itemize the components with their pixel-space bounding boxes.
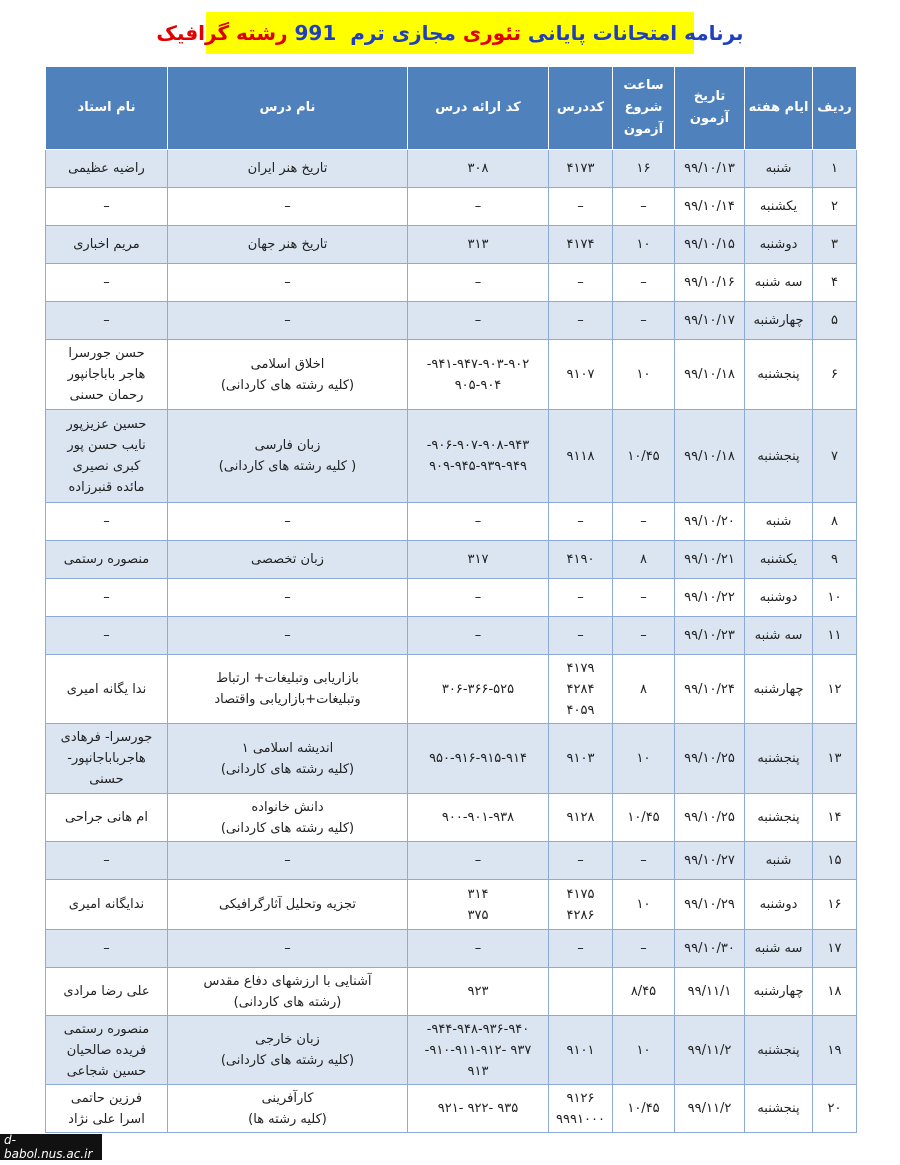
cell-offer-code: ۳۱۷ [408, 541, 549, 579]
cell-course-code: ۴۱۷۳ [549, 150, 613, 188]
cell-course-code: – [549, 579, 613, 617]
cell-row-number: ۱۵ [813, 842, 857, 880]
table-row [46, 340, 857, 410]
header-exam-date: تاریخ آزمون [675, 67, 745, 150]
cell-row-number: ۱۸ [813, 968, 857, 1016]
cell-start-time: ۱۰ [613, 226, 675, 264]
table-row [46, 188, 857, 226]
cell-start-time: ۱۶ [613, 150, 675, 188]
cell-start-time: ۱۰/۴۵ [613, 410, 675, 503]
cell-start-time: ۱۰/۴۵ [613, 1085, 675, 1133]
cell-row-number: ۸ [813, 503, 857, 541]
cell-weekday: پنجشنبه [745, 410, 813, 503]
cell-start-time: – [613, 930, 675, 968]
cell-start-time: ۱۰/۴۵ [613, 794, 675, 842]
table-row [46, 579, 857, 617]
cell-row-number: ۱۰ [813, 579, 857, 617]
page-title [156, 12, 744, 54]
cell-start-time: ۱۰ [613, 724, 675, 794]
cell-start-time: – [613, 579, 675, 617]
cell-weekday: پنجشنبه [745, 1016, 813, 1085]
cell-course-name: – [168, 302, 408, 340]
cell-row-number: ۱۱ [813, 617, 857, 655]
cell-weekday: سه شنبه [745, 930, 813, 968]
cell-offer-code: ۳۰۶-۳۶۶-۵۲۵ [408, 655, 549, 724]
cell-row-number: ۱۹ [813, 1016, 857, 1085]
table-row [46, 1016, 857, 1085]
table-row [46, 842, 857, 880]
table-row [46, 724, 857, 794]
cell-weekday: شنبه [745, 150, 813, 188]
cell-row-number: ۱۲ [813, 655, 857, 724]
cell-weekday: شنبه [745, 842, 813, 880]
cell-course-name: اندیشه اسلامی ۱ (کلیه رشته های کاردانی) [168, 724, 408, 794]
table-row [46, 302, 857, 340]
table-row [46, 150, 857, 188]
title-part4: 991 [294, 21, 337, 45]
title-part5: رشته گرافیک [156, 21, 288, 45]
cell-weekday: چهارشنبه [745, 302, 813, 340]
title-part2: تئوری [462, 21, 521, 45]
title-part3: مجازی ترم [350, 21, 456, 45]
cell-exam-date: ۹۹/۱۰/۲۰ [675, 503, 745, 541]
cell-exam-date: ۹۹/۱۱/۲ [675, 1016, 745, 1085]
cell-offer-code: ۹۵۰-۹۱۶-۹۱۵-۹۱۴ [408, 724, 549, 794]
cell-course-code: ۹۱۲۶ ۹۹۹۱۰۰۰ [549, 1085, 613, 1133]
cell-row-number: ۱۴ [813, 794, 857, 842]
cell-instructor: علی رضا مرادی [46, 968, 168, 1016]
cell-weekday: سه شنبه [745, 264, 813, 302]
table-row [46, 410, 857, 503]
header-start-time: ساعت شروع آزمون [613, 67, 675, 150]
cell-course-code: ۹۱۰۳ [549, 724, 613, 794]
cell-row-number: ۱ [813, 150, 857, 188]
cell-course-name: تاریخ هنر ایران [168, 150, 408, 188]
cell-row-number: ۱۶ [813, 880, 857, 930]
cell-weekday: یکشنبه [745, 188, 813, 226]
cell-instructor: فرزین حاتمی اسرا علی نژاد [46, 1085, 168, 1133]
cell-course-code: ۴۱۹۰ [549, 541, 613, 579]
cell-course-name: – [168, 503, 408, 541]
header-course-code: کددرس [549, 67, 613, 150]
cell-course-name: – [168, 617, 408, 655]
cell-weekday: سه شنبه [745, 617, 813, 655]
cell-course-code: ۹۱۰۷ [549, 340, 613, 410]
cell-course-code: ۴۱۷۴ [549, 226, 613, 264]
cell-offer-code: ۹۲۳ [408, 968, 549, 1016]
cell-start-time: ۸/۴۵ [613, 968, 675, 1016]
cell-course-code: – [549, 842, 613, 880]
cell-row-number: ۷ [813, 410, 857, 503]
cell-exam-date: ۹۹/۱۰/۲۴ [675, 655, 745, 724]
cell-weekday: پنجشنبه [745, 1085, 813, 1133]
table-row [46, 503, 857, 541]
cell-weekday: دوشنبه [745, 226, 813, 264]
cell-course-name: کارآفرینی (کلیه رشته ها) [168, 1085, 408, 1133]
table-row [46, 264, 857, 302]
table-row [46, 794, 857, 842]
cell-instructor: ام هانی جراحی [46, 794, 168, 842]
cell-instructor: – [46, 264, 168, 302]
cell-exam-date: ۹۹/۱۰/۲۱ [675, 541, 745, 579]
cell-row-number: ۱۳ [813, 724, 857, 794]
site-url: d-babol.nus.ac.ir [0, 1134, 102, 1160]
cell-exam-date: ۹۹/۱۰/۲۵ [675, 724, 745, 794]
cell-instructor: – [46, 302, 168, 340]
cell-offer-code: ۹۳۵ -۹۲۲ -۹۲۱ [408, 1085, 549, 1133]
cell-offer-code: – [408, 579, 549, 617]
cell-course-name: زبان فارسی ( کلیه رشته های کاردانی) [168, 410, 408, 503]
cell-offer-code: – [408, 617, 549, 655]
cell-instructor: – [46, 930, 168, 968]
cell-instructor: منصوره رستمی [46, 541, 168, 579]
cell-exam-date: ۹۹/۱۰/۱۸ [675, 410, 745, 503]
cell-weekday: دوشنبه [745, 579, 813, 617]
cell-exam-date: ۹۹/۱۰/۱۳ [675, 150, 745, 188]
cell-course-code: ۹۱۱۸ [549, 410, 613, 503]
cell-course-code: – [549, 264, 613, 302]
cell-offer-code: ۳۱۴ ۳۷۵ [408, 880, 549, 930]
title-part1: برنامه امتحانات پایانی [527, 21, 744, 45]
cell-course-code: – [549, 302, 613, 340]
cell-course-code: ۴۱۷۹ ۴۲۸۴ ۴۰۵۹ [549, 655, 613, 724]
cell-row-number: ۲۰ [813, 1085, 857, 1133]
cell-instructor: مریم اخباری [46, 226, 168, 264]
cell-row-number: ۵ [813, 302, 857, 340]
cell-course-name: – [168, 579, 408, 617]
cell-weekday: شنبه [745, 503, 813, 541]
cell-offer-code: ۹۰۶-۹۰۷-۹۰۸-۹۴۳- ۹۰۹-۹۴۵-۹۳۹-۹۴۹ [408, 410, 549, 503]
cell-offer-code: ۹۴۱-۹۴۷-۹۰۳-۹۰۲- ۹۰۵-۹۰۴ [408, 340, 549, 410]
cell-instructor: – [46, 842, 168, 880]
cell-start-time: ۱۰ [613, 340, 675, 410]
cell-start-time: ۱۰ [613, 880, 675, 930]
cell-weekday: پنجشنبه [745, 724, 813, 794]
cell-exam-date: ۹۹/۱۰/۲۷ [675, 842, 745, 880]
cell-course-code: – [549, 188, 613, 226]
table-row [46, 541, 857, 579]
cell-course-name: زبان تخصصی [168, 541, 408, 579]
cell-exam-date: ۹۹/۱۱/۱ [675, 968, 745, 1016]
cell-weekday: چهارشنبه [745, 655, 813, 724]
cell-course-name: آشنایی با ارزشهای دفاع مقدس (رشته های کاردانی) [168, 968, 408, 1016]
cell-course-name: دانش خانواده (کلیه رشته های کاردانی) [168, 794, 408, 842]
cell-start-time: ۱۰ [613, 1016, 675, 1085]
cell-offer-code: ۳۱۳ [408, 226, 549, 264]
header-weekday: ایام هفته [745, 67, 813, 150]
cell-instructor: ندا یگانه امیری [46, 655, 168, 724]
header-offer-code: کد ارائه درس [408, 67, 549, 150]
table-row [46, 655, 857, 724]
cell-exam-date: ۹۹/۱۰/۱۵ [675, 226, 745, 264]
cell-start-time: ۸ [613, 655, 675, 724]
cell-instructor: راضیه عظیمی [46, 150, 168, 188]
cell-course-code: – [549, 503, 613, 541]
cell-exam-date: ۹۹/۱۰/۱۶ [675, 264, 745, 302]
cell-offer-code: ۹۰۰-۹۰۱-۹۳۸ [408, 794, 549, 842]
cell-course-name: – [168, 930, 408, 968]
table-row [46, 1085, 857, 1133]
cell-instructor: – [46, 188, 168, 226]
cell-instructor: جورسرا- فرهادی هاجرباباجانپور- حسنی [46, 724, 168, 794]
cell-start-time: ۸ [613, 541, 675, 579]
cell-exam-date: ۹۹/۱۰/۱۷ [675, 302, 745, 340]
cell-start-time: – [613, 503, 675, 541]
cell-exam-date: ۹۹/۱۰/۱۴ [675, 188, 745, 226]
cell-start-time: – [613, 617, 675, 655]
cell-exam-date: ۹۹/۱۰/۲۳ [675, 617, 745, 655]
cell-course-name: تجزیه وتحلیل آثارگرافیکی [168, 880, 408, 930]
cell-weekday: دوشنبه [745, 880, 813, 930]
header-course-name: نام درس [168, 67, 408, 150]
cell-offer-code: – [408, 302, 549, 340]
cell-exam-date: ۹۹/۱۰/۳۰ [675, 930, 745, 968]
cell-row-number: ۹ [813, 541, 857, 579]
cell-offer-code: – [408, 188, 549, 226]
cell-row-number: ۳ [813, 226, 857, 264]
cell-exam-date: ۹۹/۱۱/۲ [675, 1085, 745, 1133]
cell-course-code: – [549, 930, 613, 968]
cell-weekday: یکشنبه [745, 541, 813, 579]
cell-course-name: – [168, 188, 408, 226]
cell-instructor: منصوره رستمی فریده صالحیان حسین شجاعی [46, 1016, 168, 1085]
cell-course-code: ۹۱۰۱ [549, 1016, 613, 1085]
cell-course-name: تاریخ هنر جهان [168, 226, 408, 264]
table-row [46, 226, 857, 264]
table-row [46, 880, 857, 930]
cell-row-number: ۲ [813, 188, 857, 226]
cell-row-number: ۶ [813, 340, 857, 410]
cell-course-code: ۹۱۲۸ [549, 794, 613, 842]
cell-course-code [549, 968, 613, 1016]
cell-instructor: – [46, 503, 168, 541]
cell-offer-code: – [408, 503, 549, 541]
cell-course-name: اخلاق اسلامی (کلیه رشته های کاردانی) [168, 340, 408, 410]
exam-schedule-table [45, 66, 857, 1133]
cell-weekday: چهارشنبه [745, 968, 813, 1016]
cell-course-name: زبان خارجی (کلیه رشته های کاردانی) [168, 1016, 408, 1085]
cell-instructor: ندایگانه امیری [46, 880, 168, 930]
cell-offer-code: – [408, 842, 549, 880]
cell-instructor: حسن جورسرا هاجر باباجانپور رحمان حسنی [46, 340, 168, 410]
cell-row-number: ۴ [813, 264, 857, 302]
cell-row-number: ۱۷ [813, 930, 857, 968]
cell-offer-code: ۳۰۸ [408, 150, 549, 188]
cell-course-name: – [168, 842, 408, 880]
cell-course-name: – [168, 264, 408, 302]
table-row [46, 968, 857, 1016]
cell-exam-date: ۹۹/۱۰/۱۸ [675, 340, 745, 410]
cell-weekday: پنجشنبه [745, 794, 813, 842]
table-row [46, 930, 857, 968]
table-header-row [46, 67, 857, 150]
cell-offer-code: – [408, 930, 549, 968]
cell-start-time: – [613, 302, 675, 340]
cell-exam-date: ۹۹/۱۰/۲۵ [675, 794, 745, 842]
cell-start-time: – [613, 842, 675, 880]
cell-instructor: – [46, 579, 168, 617]
header-row-number: ردیف [813, 67, 857, 150]
cell-exam-date: ۹۹/۱۰/۲۲ [675, 579, 745, 617]
cell-instructor: حسین عزیزپور نایب حسن پور کبری نصیری مائده قنبرزاده [46, 410, 168, 503]
cell-instructor: – [46, 617, 168, 655]
cell-weekday: پنجشنبه [745, 340, 813, 410]
cell-course-name: بازاریابی وتبلیغات+ ارتباط وتبلیغات+بازاریابی واقتصاد [168, 655, 408, 724]
cell-start-time: – [613, 264, 675, 302]
cell-offer-code: ۹۴۴-۹۴۸-۹۳۶-۹۴۰- ۹۳۷ -۹۱۰-۹۱۱-۹۱۲- ۹۱۳ [408, 1016, 549, 1085]
cell-exam-date: ۹۹/۱۰/۲۹ [675, 880, 745, 930]
cell-offer-code: – [408, 264, 549, 302]
header-instructor: نام استاد [46, 67, 168, 150]
cell-start-time: – [613, 188, 675, 226]
cell-course-code: ۴۱۷۵ ۴۲۸۶ [549, 880, 613, 930]
table-row [46, 617, 857, 655]
cell-course-code: – [549, 617, 613, 655]
